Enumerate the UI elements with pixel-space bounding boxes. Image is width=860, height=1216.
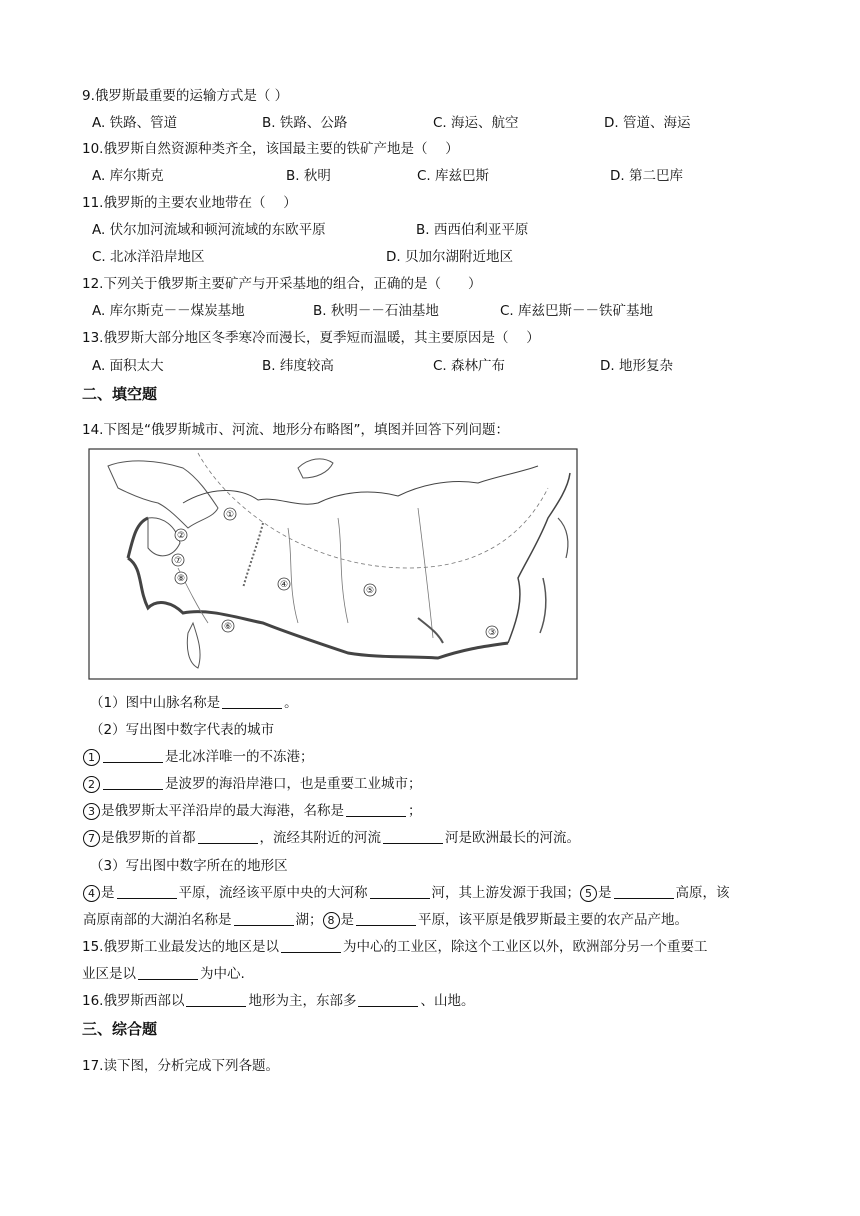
map-label-4 bbox=[278, 578, 290, 590]
q14-part3: （3）写出图中数字所在的地形区 bbox=[90, 858, 288, 874]
number-circle-8: 8 bbox=[323, 912, 340, 929]
section-title-fill-in: 二、填空题 bbox=[82, 385, 158, 403]
answer-blank[interactable] bbox=[117, 884, 177, 899]
q10-option-c: C. 库兹巴斯 bbox=[417, 168, 490, 184]
q12-option-b: B. 秋明－－石油基地 bbox=[313, 303, 439, 319]
svg-text:⑧: ⑧ bbox=[176, 574, 186, 584]
q14-city-7: 7 是俄罗斯的首都 ，流经其附近的河流 河是欧洲最长的河流。 bbox=[83, 828, 580, 848]
q14-city-1: 1 是北冰洋唯一的不冻港； bbox=[83, 747, 314, 767]
q9-option-d: D. 管道、海运 bbox=[604, 115, 691, 131]
number-circle-4: 4 bbox=[83, 885, 100, 902]
answer-blank[interactable] bbox=[370, 884, 430, 899]
q14-part2: （2）写出图中数字代表的城市 bbox=[90, 722, 275, 738]
q9-option-a: A. 铁路、管道 bbox=[92, 115, 178, 131]
q14-city-3: 3 是俄罗斯太平洋沿岸的最大海港，名称是 ； bbox=[83, 801, 422, 821]
q12-option-c: C. 库兹巴斯－－铁矿基地 bbox=[500, 303, 654, 319]
q12-stem: 12.下列关于俄罗斯主要矿产与开采基地的组合，正确的是（ ） bbox=[82, 276, 482, 292]
q10-option-b: B. 秋明 bbox=[286, 168, 331, 184]
number-circle-5: 5 bbox=[580, 885, 597, 902]
number-circle-3: 3 bbox=[83, 803, 100, 820]
q13-stem: 13.俄罗斯大部分地区冬季寒冷而漫长，夏季短而温暖，其主要原因是（ ） bbox=[82, 330, 540, 346]
q16: 16.俄罗斯西部以 地形为主，东部多 、山地。 bbox=[82, 993, 475, 1009]
q14-stem: 14.下图是“俄罗斯城市、河流、地形分布略图”，填图并回答下列问题： bbox=[82, 422, 509, 438]
answer-blank[interactable] bbox=[138, 965, 198, 980]
q10-option-a: A. 库尔斯克 bbox=[92, 168, 164, 184]
answer-blank[interactable] bbox=[383, 829, 443, 844]
map-label-1 bbox=[224, 508, 236, 520]
number-circle-7: 7 bbox=[83, 830, 100, 847]
map-label-2 bbox=[175, 529, 187, 541]
map-label-6 bbox=[222, 620, 234, 632]
number-circle-2: 2 bbox=[83, 776, 100, 793]
q15-line2: 业区是以 为中心. bbox=[82, 966, 245, 982]
map-label-5 bbox=[364, 584, 376, 596]
svg-text:⑤: ⑤ bbox=[365, 586, 375, 596]
answer-blank[interactable] bbox=[198, 829, 258, 844]
section-title-comprehensive: 三、综合题 bbox=[82, 1020, 158, 1038]
answer-blank[interactable] bbox=[614, 884, 674, 899]
q14-terrain-line1: 4 是 平原，流经该平原中央的大河称 河，其上游发源于我国； 5 是 高原，该 bbox=[83, 883, 730, 903]
svg-text:④: ④ bbox=[279, 580, 289, 590]
svg-text:①: ① bbox=[225, 510, 235, 520]
q11-option-a: A. 伏尔加河流域和顿河流域的东欧平原 bbox=[92, 222, 326, 238]
map-label-8 bbox=[175, 572, 187, 584]
map-label-7 bbox=[172, 554, 184, 566]
q13-option-c: C. 森林广布 bbox=[433, 358, 506, 374]
q14-part1: （1）图中山脉名称是 。 bbox=[90, 695, 298, 711]
q13-option-d: D. 地形复杂 bbox=[600, 358, 673, 374]
q14-terrain-line2: 高原南部的大湖泊名称是 湖； 8 是 平原，该平原是俄罗斯最主要的农产品产地。 bbox=[83, 912, 688, 928]
answer-blank[interactable] bbox=[358, 992, 418, 1007]
svg-text:②: ② bbox=[176, 531, 186, 541]
svg-text:⑦: ⑦ bbox=[173, 556, 183, 566]
q13-option-b: B. 纬度较高 bbox=[262, 358, 334, 374]
number-circle-1: 1 bbox=[83, 749, 100, 766]
q10-stem: 10.俄罗斯自然资源种类齐全，该国最主要的铁矿产地是（ ） bbox=[82, 141, 459, 157]
answer-blank[interactable] bbox=[356, 911, 416, 926]
q11-option-c: C. 北冰洋沿岸地区 bbox=[92, 249, 205, 265]
q11-option-d: D. 贝加尔湖附近地区 bbox=[386, 249, 513, 265]
svg-text:⑥: ⑥ bbox=[223, 622, 233, 632]
q15-line1: 15.俄罗斯工业最发达的地区是以 为中心的工业区，除这个工业区以外，欧洲部分另一个重要工 bbox=[82, 939, 708, 955]
q11-stem: 11.俄罗斯的主要农业地带在（ ） bbox=[82, 195, 297, 211]
q9-option-b: B. 铁路、公路 bbox=[262, 115, 348, 131]
q12-option-a: A. 库尔斯克－－煤炭基地 bbox=[92, 303, 245, 319]
svg-text:③: ③ bbox=[487, 628, 497, 638]
russia-map bbox=[88, 448, 578, 680]
q9-option-c: C. 海运、航空 bbox=[433, 115, 519, 131]
map-label-3 bbox=[486, 626, 498, 638]
q10-option-d: D. 第二巴库 bbox=[610, 168, 683, 184]
answer-blank[interactable] bbox=[186, 992, 246, 1007]
answer-blank[interactable] bbox=[103, 775, 163, 790]
answer-blank[interactable] bbox=[346, 802, 406, 817]
q11-option-b: B. 西西伯利亚平原 bbox=[416, 222, 529, 238]
q13-option-a: A. 面积太大 bbox=[92, 358, 164, 374]
answer-blank[interactable] bbox=[222, 694, 282, 709]
answer-blank[interactable] bbox=[234, 911, 294, 926]
q14-city-2: 2 是波罗的海沿岸港口，也是重要工业城市； bbox=[83, 774, 422, 794]
q9-stem: 9.俄罗斯最重要的运输方式是（ ） bbox=[82, 88, 289, 104]
answer-blank[interactable] bbox=[281, 938, 341, 953]
answer-blank[interactable] bbox=[103, 748, 163, 763]
q17-stem: 17.读下图，分析完成下列各题。 bbox=[82, 1058, 279, 1074]
